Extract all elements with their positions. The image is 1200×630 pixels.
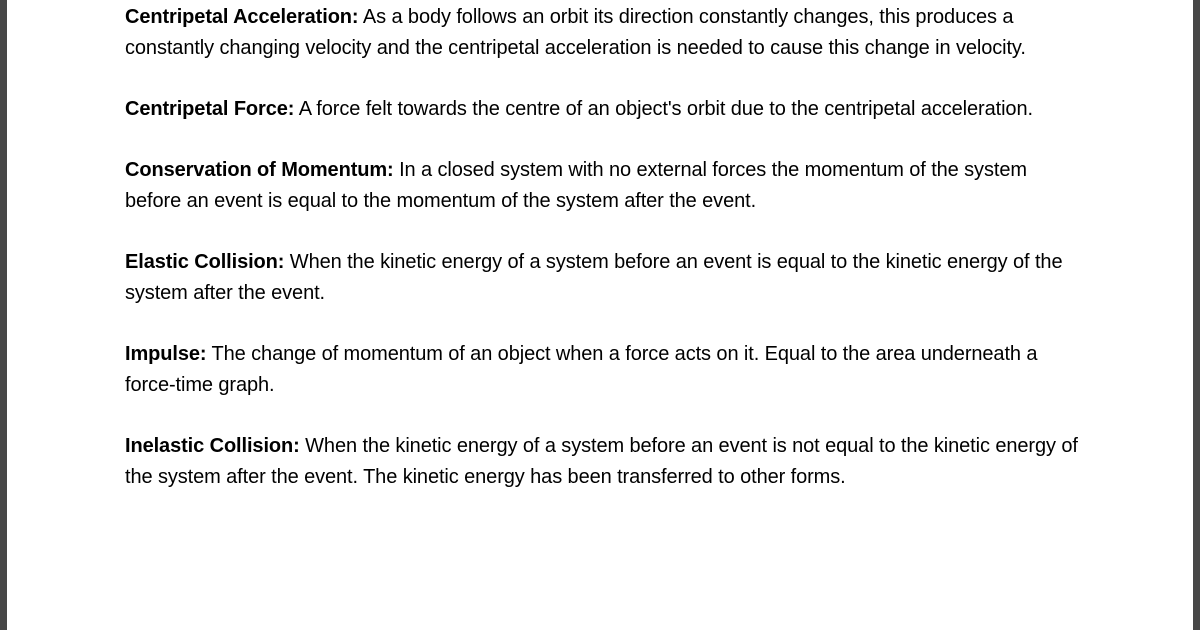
definition-centripetal-force — [125, 94, 1085, 125]
document-body — [125, 2, 1085, 523]
term: Inelastic Collision: — [125, 435, 300, 457]
definition-inelastic-collision — [125, 431, 1085, 493]
page-border-left — [0, 0, 7, 630]
term: Conservation of Momentum: — [125, 159, 394, 181]
term: Centripetal Force: — [125, 98, 295, 120]
definition-text: The change of momentum of an object when a force acts on it. Equal to the area underneath a force-time graph. — [125, 343, 1038, 396]
term: Elastic Collision: — [125, 251, 285, 273]
definition-elastic-collision — [125, 247, 1085, 309]
term: Centripetal Acceleration: — [125, 6, 359, 28]
definition-text: In a closed system with no external forces the momentum of the system before an event is equal to the momentum of the system after the event. — [125, 159, 1027, 212]
definition-impulse — [125, 339, 1085, 401]
definition-centripetal-acceleration — [125, 2, 1085, 64]
definition-text: When the kinetic energy of a system before an event is equal to the kinetic energy of the system after the event. — [125, 251, 1063, 304]
definition-text: When the kinetic energy of a system before an event is not equal to the kinetic energy of the system after the event. The kinetic energy has been transferred to other forms. — [125, 435, 1078, 488]
term: Impulse: — [125, 343, 207, 365]
page-border-right — [1193, 0, 1200, 630]
definition-text: As a body follows an orbit its direction constantly changes, this produces a constantly changing velocity and the centripetal acceleration is needed to cause this change in velocity. — [125, 6, 1026, 59]
definition-conservation-of-momentum — [125, 155, 1085, 217]
definition-text: A force felt towards the centre of an object's orbit due to the centripetal acceleration. — [294, 98, 1033, 120]
